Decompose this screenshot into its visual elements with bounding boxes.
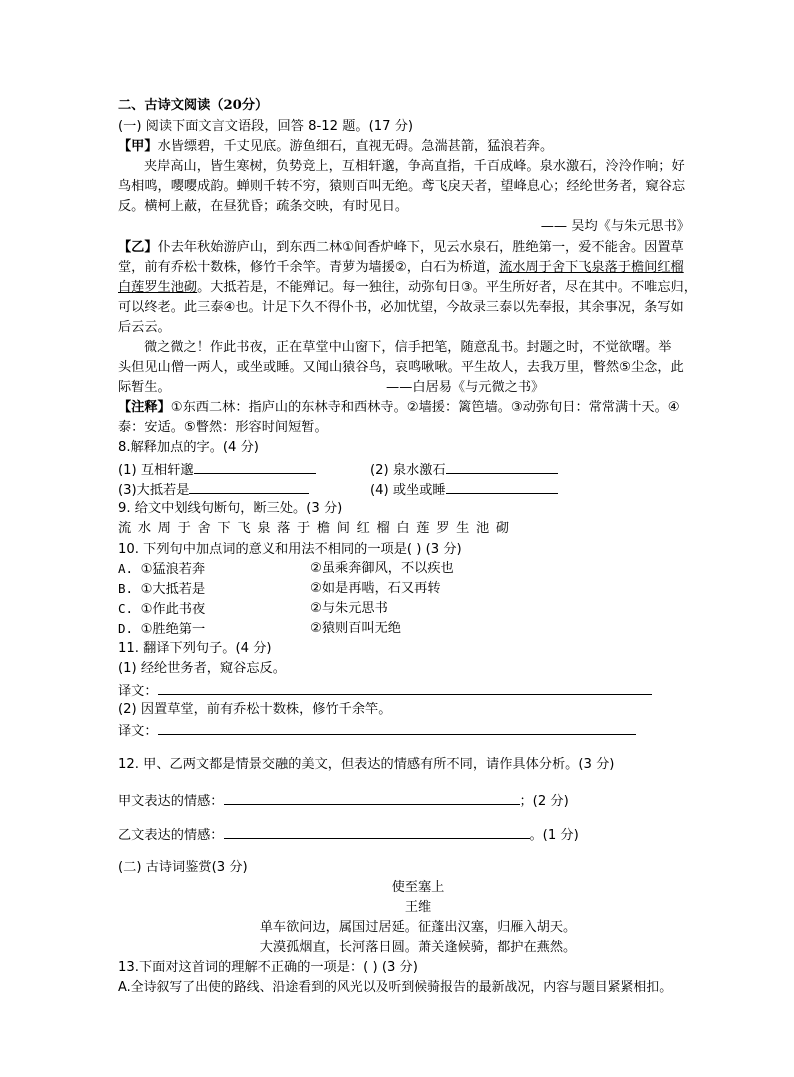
q10-option-a — [118, 559, 718, 580]
q11-translation-1 — [118, 680, 718, 702]
q12-yi-answer[interactable] — [224, 824, 530, 839]
q10-option-a-1: ①猛浪若奔 — [140, 562, 206, 577]
q10-option-c — [118, 599, 718, 620]
q10-option-d-1: ①胜绝第一 — [140, 622, 206, 637]
poem-line-1: 单车欲问边，属国过居延。征蓬出汉塞，归雁入胡天。 — [259, 920, 577, 935]
jia-label: 【甲】 — [118, 139, 158, 154]
yi-line-6: 微之微之！作此书夜，正在草堂中山窗下，信手把笔，随意乱书。封题之时，不觉欲曙。举 — [144, 340, 672, 355]
q11-stem: 11. 翻译下列句子。(4 分) — [118, 641, 272, 656]
q11-answer-1[interactable] — [158, 680, 652, 695]
poem-title: 使至塞上 — [391, 880, 445, 895]
q12-jia-label: 甲文表达的情感： — [118, 794, 224, 809]
yi-line-2 — [118, 258, 718, 278]
q10-option-c-label: C. — [118, 601, 141, 616]
q8-answer-3[interactable] — [189, 479, 309, 494]
q11-answer-2[interactable] — [158, 720, 636, 735]
q12-jia — [118, 790, 718, 812]
section-title: 二、古诗文阅读（20分） — [118, 98, 269, 113]
q12-yi — [118, 824, 718, 846]
jia-text-1: 水皆缥碧，千丈见底。游鱼细石，直视无碍。急湍甚箭，猛浪若奔。 — [157, 139, 554, 154]
q12-stem: 12. 甲、乙两文都是情景交融的美文，但表达的情感有所不同，请作具体分析。(3 分) — [118, 757, 615, 772]
q13-stem: 13.下面对这首词的理解不正确的一项是：( ) (3 分) — [118, 960, 418, 975]
q12-yi-label: 乙文表达的情感： — [118, 828, 224, 843]
yi-line-1 — [118, 238, 718, 258]
yi-line-4: 可以终老。此三泰④也。计足下久不得仆书，必加忧望，今故录三泰以先奉报，其余事况，条写如 — [118, 300, 684, 315]
q11-translation-2 — [118, 720, 718, 742]
jia-paragraph-2-line-3: 反。横柯上蔽，在昼犹昏；疏条交映，有时见日。 — [118, 199, 409, 214]
poem-line-2: 大漠孤烟直，长河落日圆。萧关逢候骑，都护在燕然。 — [259, 940, 577, 955]
q8-item-4-wrap — [370, 479, 558, 501]
q10-stem: 10. 下列句中加点词的意义和用法不相同的一项是( ) (3 分) — [118, 542, 462, 557]
note-text-1: ①东西二林：指庐山的东林寺和西林寺。②墙援：篱笆墙。③动弥旬日：常常满十天。④ — [170, 400, 680, 415]
q8-item-2: (2) 泉水激石 — [370, 463, 446, 478]
yi-underlined-sentence-b: 白莲罗生池砌 — [118, 280, 198, 295]
jia-source: —— 吴均《与朱元思书》 — [540, 219, 690, 234]
q9-text: 流水周于舍下飞泉落于檐间红榴白莲罗生池砌 — [118, 521, 516, 536]
q8-row-1 — [118, 459, 718, 481]
q11-yiwen-label-1: 译文： — [118, 684, 158, 699]
q10-option-d-2: ②猿则百叫无绝 — [310, 621, 401, 636]
q8-row-2 — [118, 479, 718, 501]
q10-option-d-label: D. — [118, 621, 141, 636]
q8-item-1: (1) 互相轩邈 — [118, 463, 194, 478]
yi-source: ——白居易《与元微之书》 — [386, 380, 545, 395]
yi-underlined-sentence-a: 流水周于舍下飞泉落于檐间红榴 — [499, 260, 684, 275]
q9-stem: 9. 给文中划线句断句，断三处。(3 分) — [118, 501, 343, 516]
q8-answer-2[interactable] — [446, 459, 558, 474]
q11-yiwen-label-2: 译文： — [118, 724, 158, 739]
q12-jia-score: ；(2 分) — [519, 794, 569, 809]
yi-text-3b: 。大抵若是，不能殚记。每一独往，动弥旬日③。平生所好者，尽在其中。不唯忘归， — [197, 280, 697, 295]
q10-option-b-2: ②如是再啮，石又再转 — [310, 581, 441, 596]
poem-author: 王维 — [404, 900, 432, 915]
q10-option-a-label: A. — [118, 561, 141, 576]
q11-sentence-2: (2) 因置草堂，前有乔松十数株，修竹千余竿。 — [118, 702, 392, 717]
q12-yi-score: 。(1 分) — [529, 828, 579, 843]
q11-sentence-1: (1) 经纶世务者，窥谷忘反。 — [118, 661, 286, 676]
q12-jia-answer[interactable] — [224, 790, 520, 805]
q8-item-2-wrap — [370, 459, 558, 481]
yi-label: 【乙】 — [118, 240, 158, 255]
note-label: 【注释】 — [118, 400, 171, 415]
q10-option-b — [118, 579, 718, 600]
yi-line-7: 头但见山僧一两人，或坐或睡。又闻山猿谷鸟，哀鸣啾啾。平生故人，去我万里，瞥然⑤尘念，此 — [118, 360, 684, 375]
yi-line-3 — [118, 278, 718, 298]
yi-text-2a: 堂，前有乔松十数株，修竹千余竿。青萝为墙援②，白石为桥道， — [118, 260, 500, 275]
q8-item-3: (3)大抵若是 — [118, 483, 190, 498]
yi-line-8: 际暂生。 — [118, 380, 171, 395]
q8-item-4: (4) 或坐或睡 — [370, 483, 446, 498]
q10-option-a-2: ②虽乘奔御风，不以疾也 — [310, 561, 454, 576]
part2-intro: (二) 古诗词鉴赏(3 分) — [118, 860, 248, 875]
yi-line-5: 后云云。 — [118, 320, 171, 335]
q10-option-b-1: ①大抵若是 — [140, 582, 206, 597]
note-line-1 — [118, 398, 718, 418]
jia-paragraph-2-line-1: 夹岸高山，皆生寒树，负势竞上，互相轩邈，争高直指，千百成峰。泉水激石，泠泠作响；好 — [144, 159, 685, 174]
jia-paragraph-1 — [118, 137, 718, 157]
q10-option-c-1: ①作此书夜 — [140, 602, 206, 617]
note-line-2: 泰：安适。⑤瞥然：形容时间短暂。 — [118, 420, 328, 435]
q13-option-a: A.全诗叙写了出使的路线、沿途看到的风光以及听到候骑报告的最新战况，内容与题目紧紧相扣。 — [118, 980, 673, 995]
q8-stem: 8.解释加点的字。(4 分) — [118, 440, 259, 455]
q10-option-c-2: ②与朱元思书 — [310, 601, 388, 616]
yi-text-1: 仆去年秋始游庐山，到东西二林①间香炉峰下，见云水泉石，胜绝第一，爱不能舍。因置草 — [157, 240, 684, 255]
jia-paragraph-2-line-2: 鸟相鸣，嘤嘤成韵。蝉则千转不穷，猿则百叫无绝。鸢飞戾天者，望峰息心；经纶世务者，窥谷忘 — [118, 179, 686, 194]
q10-option-d — [118, 619, 718, 640]
q8-answer-4[interactable] — [446, 479, 558, 494]
q10-option-b-label: B. — [118, 581, 141, 596]
part1-intro: (一) 阅读下面文言文语段，回答 8-12 题。(17 分) — [118, 119, 414, 134]
q8-answer-1[interactable] — [194, 459, 316, 474]
